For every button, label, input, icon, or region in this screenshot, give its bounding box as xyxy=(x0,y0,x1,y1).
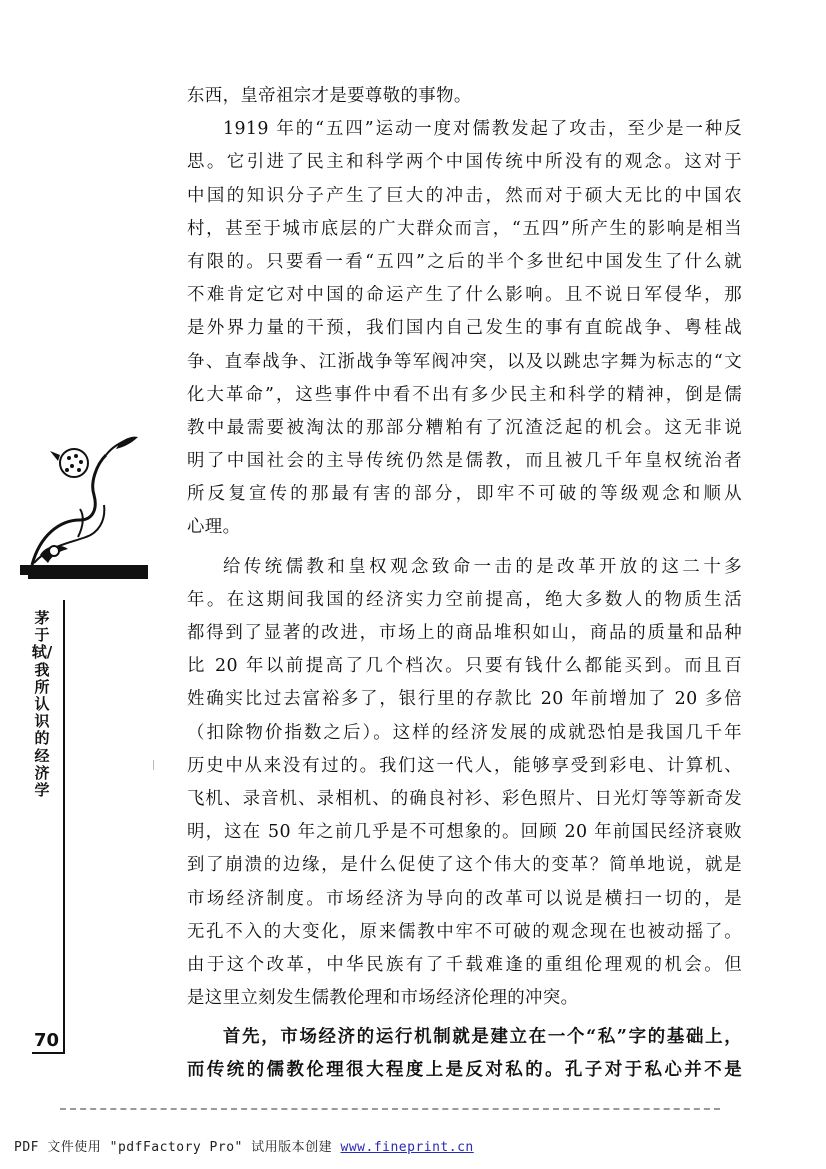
text-line: 年。在这期间我国的经济实力空前提高，绝大多数人的物质生活 xyxy=(187,589,742,610)
text-line: 教中最需要被淘汰的那部分糟粕有了沉渣泛起的机会。这无非说 xyxy=(187,417,742,438)
text-line: 有限的。只要看一看“五四”之后的半个多世纪中国发生了什么就 xyxy=(187,251,742,272)
text-line: 而传统的儒教伦理很大程度上是反对私的。孔子对于私心并不是 xyxy=(187,1060,742,1081)
text-line: 无孔不入的大变化，原来儒教中牢不可破的观念现在也被动摇了。 xyxy=(187,921,742,942)
text-line: 化大革命”，这些事件中看不出有多少民主和科学的精神，倒是儒 xyxy=(187,384,742,405)
text-line: 中国的知识分子产生了巨大的冲击，然而对于硕大无比的中国农 xyxy=(187,185,742,206)
text-line: 飞机、录音机、录相机、的确良衬衫、彩色照片、日光灯等等新奇发 xyxy=(187,788,742,809)
pdf-footer xyxy=(14,1136,474,1155)
body-text xyxy=(187,80,742,1088)
footer-link[interactable]: www.fineprint.cn xyxy=(340,1140,474,1155)
text-line: 1919 年的“五四”运动一度对儒教发起了攻击，至少是一种反 xyxy=(223,119,742,140)
scan-mark xyxy=(153,760,154,770)
text-line: 争、直奉战争、江浙战争等军阀冲突，以及以跳忠字舞为标志的“文 xyxy=(187,351,742,372)
text-line: 村，甚至于城市底层的广大群众而言，“五四”所产生的影响是相当 xyxy=(187,218,742,239)
book-side-title: 茅于轼/我所认识的经济学 xyxy=(31,609,53,800)
text-line: 比 20 年以前提高了几个档次。只要有钱什么都能买到。而且百 xyxy=(187,656,742,677)
text-line: 由于这个改革，中华民族有了千载难逢的重组伦理观的机会。但 xyxy=(187,954,742,975)
text-line: 所反复宣传的那最有害的部分，即牢不可破的等级观念和顺从 xyxy=(187,484,742,505)
decorative-bird-ornament-icon xyxy=(20,425,150,605)
text-line: 给传统儒教和皇权观念致命一击的是改革开放的这二十多 xyxy=(223,556,742,577)
text-line: 历史中从来没有过的。我们这一代人，能够享受到彩电、计算机、 xyxy=(187,755,742,776)
text-line: 是外界力量的干预，我们国内自己发生的事有直皖战争、粤桂战 xyxy=(187,318,742,339)
text-line: 到了崩溃的边缘，是什么促使了这个伟大的变革？简单地说，就是 xyxy=(187,855,742,876)
text-line: 姓确实比过去富裕多了，银行里的存款比 20 年前增加了 20 多倍 xyxy=(187,689,742,710)
footer-text: PDF 文件使用 "pdfFactory Pro" 试用版本创建 xyxy=(14,1140,341,1155)
side-divider xyxy=(63,600,65,1052)
text-line: 不难肯定它对中国的命运产生了什么影响。且不说日军侵华，那 xyxy=(187,285,742,306)
text-line: 明，这在 50 年之前几乎是不可想象的。回顾 20 年前国民经济衰败 xyxy=(187,822,742,843)
text-line: 市场经济制度。市场经济为导向的改革可以说是横扫一切的，是 xyxy=(187,888,742,909)
text-line: 是这里立刻发生儒教伦理和市场经济伦理的冲突。 xyxy=(187,988,579,1009)
text-line: 首先，市场经济的运行机制就是建立在一个“私”字的基础上， xyxy=(223,1027,742,1048)
footer-divider xyxy=(60,1108,720,1110)
page-number: 70 xyxy=(34,1030,60,1051)
page-number-rule xyxy=(32,1052,65,1054)
text-line: 明了中国社会的主导传统仍然是儒教，而且被几千年皇权统治者 xyxy=(187,451,742,472)
text-line: 都得到了显著的改进，市场上的商品堆积如山，商品的质量和品种 xyxy=(187,623,742,643)
text-line: 心理。 xyxy=(187,517,241,538)
text-line: 思。它引进了民主和科学两个中国传统中所没有的观念。这对于 xyxy=(187,152,742,173)
text-line: 东西，皇帝祖宗才是要尊敬的事物。 xyxy=(187,86,472,106)
text-line: （扣除物价指数之后）。这样的经济发展的成就恐怕是我国几千年 xyxy=(187,722,742,743)
